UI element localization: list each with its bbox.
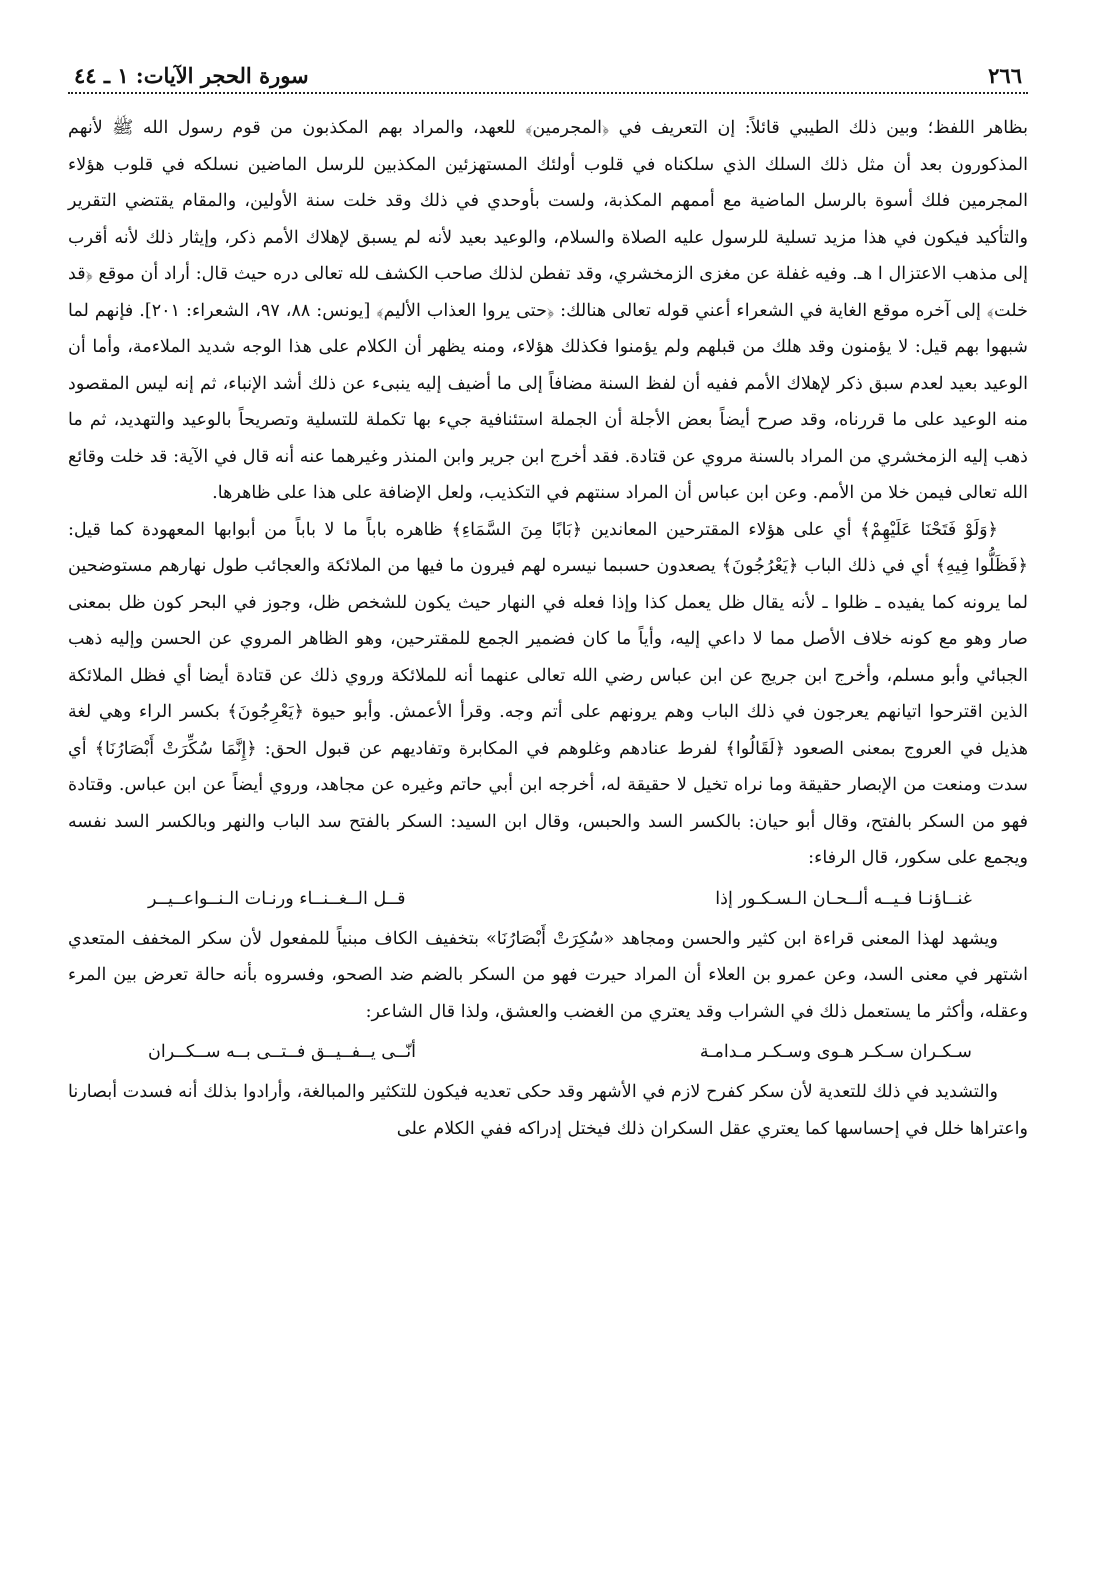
- verse-1-second-hemistich: قــل الــغــنــاء ورنـات الـنــواعــيــر: [148, 888, 406, 909]
- page-header: [68, 60, 1028, 94]
- paragraph-2: ﴿وَلَوْ فَتَحْنَا عَلَيْهِمْ﴾ أي على هؤلاء المقترحين المعاندين ﴿بَابًا مِنَ السَّمَاءِ﴾ ظاهره باباً ما لا باباً من أبوابها المعهودة كما قيل: ﴿فَظَلُّوا فِيهِ﴾ أي في ذلك الباب ﴿يَعْرُجُونَ﴾ يصعدون حسبما نيسره لهم فيرون ما فيها من الملائكة والعجائب طول نهارهم مستوضحين لما يرونه كما يفيده ـ ظلوا ـ لأنه يقال ظل يعمل كذا وإذا فعله في النهار حيث يكون للشخص ظل، وجوز في البحر كون ظل بمعنى صار وهو مع كونه خلاف الأصل مما لا داعي إليه، وأياً ما كان فضمير الجمع للمقترحين، وهو الظاهر المروي عن الحسن وإليه ذهب الجبائي وأبو مسلم، وأخرج ابن جريج عن ابن عباس رضي الله تعالى عنهما أنه للملائكة وروي ذلك عن قتادة أيضا أي فظل الملائكة الذين اقترحوا اتيانهم يعرجون في ذلك الباب وهم يرونهم على أتم وجه. وقرأ الأعمش. وأبو حيوة ﴿يَعْرِجُونَ﴾ بكسر الراء وهي لغة هذيل في العروج بمعنى الصعود ﴿لَقَالُوا﴾ لفرط عنادهم وغلوهم في المكابرة وتفاديهم عن قبول الحق: ﴿إِنَّمَا سُكِّرَتْ أَبْصَارُنَا﴾ أي سدت ومنعت من الإبصار حقيقة وما نراه تخيل لا حقيقة له، أخرجه ابن أبي حاتم وغيره عن مجاهد، وروي أيضاً عن ابن عباس. وقتادة فهو من السكر بالفتح، وقال أبو حيان: بالكسر السد والحبس، وقال ابن السيد: السكر بالفتح سد الباب والنهر وبالكسر السد نفسه ويجمع على سكور، قال الرفاء:: [68, 519, 1028, 868]
- running-title: سورة الحجر الآيات: ١ ـ ٤٤: [74, 63, 309, 88]
- poem-verse-1: [68, 877, 1028, 921]
- poem-verse-2: [68, 1030, 1028, 1074]
- paragraph-4: والتشديد في ذلك للتعدية لأن سكر كفرح لازم في الأشهر وقد حكى تعديه فيكون للتكثير والمبالغة، وأرادوا بذلك أنه فسدت أبصارنا واعتراها خلل في إحساسها كما يعتري عقل السكران ذلك فيختل إدراكه ففي الكلام على: [68, 1082, 1028, 1139]
- paragraph-1: بظاهر اللفظ؛ وبين ذلك الطيبي قائلاً: إن التعريف في ﴿المجرمين﴾ للعهد، والمراد بهم المكذبون من قوم رسول الله ﷺ لأنهم المذكورون بعد أن مثل ذلك السلك الذي سلكناه في قلوب أولئك المستهزئين المكذبين للرسل الماضين نسلكه في قلوب هؤلاء المجرمين فلك أسوة بالرسل الماضية مع أممهم المكذبة، ولست بأوحدي في ذلك وقد خلت سنة الأولين، والمقام يقتضي التقرير والتأكيد فيكون في هذا مزيد تسلية للرسول عليه الصلاة والسلام، والوعيد بعيد لأنه لم يسبق لإهلاك الأمم ذكر، وإيثار ذلك لأنه أقرب إلى مذهب الاعتزال ا هـ. وفيه غفلة عن مغزى الزمخشري، وقد تفطن لذلك صاحب الكشف لله تعالى دره حيث قال: أراد أن موقع ﴿قد خلت﴾ إلى آخره موقع الغاية في الشعراء أعني قوله تعالى هنالك: ﴿حتى يروا العذاب الأليم﴾ [يونس: ٨٨، ٩٧، الشعراء: ٢٠١]. فإنهم لما شبهوا بهم قيل: لا يؤمنون وقد هلك من قبلهم ولم يؤمنوا فكذلك هؤلاء، ومنه يظهر أن الكلام على هذا الوجه شديد الملاءمة، وأما أن الوعيد بعيد لعدم سبق ذكر لإهلاك الأمم ففيه أن لفظ السنة مضافاً إلى ما أضيف إليه ينبىء عن ذلك أشد الإنباء، ثم إنه ليس المقصود منه الوعيد على ما قررناه، وقد صرح أيضاً بعض الأجلة أن الجملة استئنافية جيء بها تكملة للتسلية وتصريحاً بالوعيد والتهديد، ثم ما ذهب إليه الزمخشري من المراد بالسنة مروي عن قتادة. فقد أخرج ابن جرير وابن المنذر وغيرهما عنه أنه قال في الآية: قد خلت وقائع الله تعالى فيمن خلا من الأمم. وعن ابن عباس أن المراد سنتهم في التكذيب، ولعل الإضافة على هذا على ظاهرها.: [68, 118, 1028, 503]
- paragraph-3: ويشهد لهذا المعنى قراءة ابن كثير والحسن ومجاهد «سُكِرَتْ أَبْصَارُنَا» بتخفيف الكاف مبنياً للمفعول لأن سكر المخفف المتعدي اشتهر في معنى السد، وعن عمرو بن العلاء أن المراد حيرت فهو من السكر بالضم ضد الصحو، وفسروه بأنه حالة تعرض بين المرء وعقله، وأكثر ما يستعمل ذلك في الشراب وقد يعتري من الغضب والعشق، ولذا قال الشاعر:: [68, 928, 1028, 1022]
- verse-2-first-hemistich: سـكـران سـكـر هـوى وسـكـر مـدامـة: [699, 1042, 972, 1062]
- verse-1-first-hemistich: غنــاؤنـا فـيــه ألــحـان الـسـكـور إذا: [715, 888, 972, 909]
- verse-2-second-hemistich: أنّــى يــفــيــق فــتــى بــه ســكــران: [148, 1042, 417, 1062]
- body-text: [68, 110, 1028, 1147]
- page-number: ٢٦٦: [988, 63, 1022, 88]
